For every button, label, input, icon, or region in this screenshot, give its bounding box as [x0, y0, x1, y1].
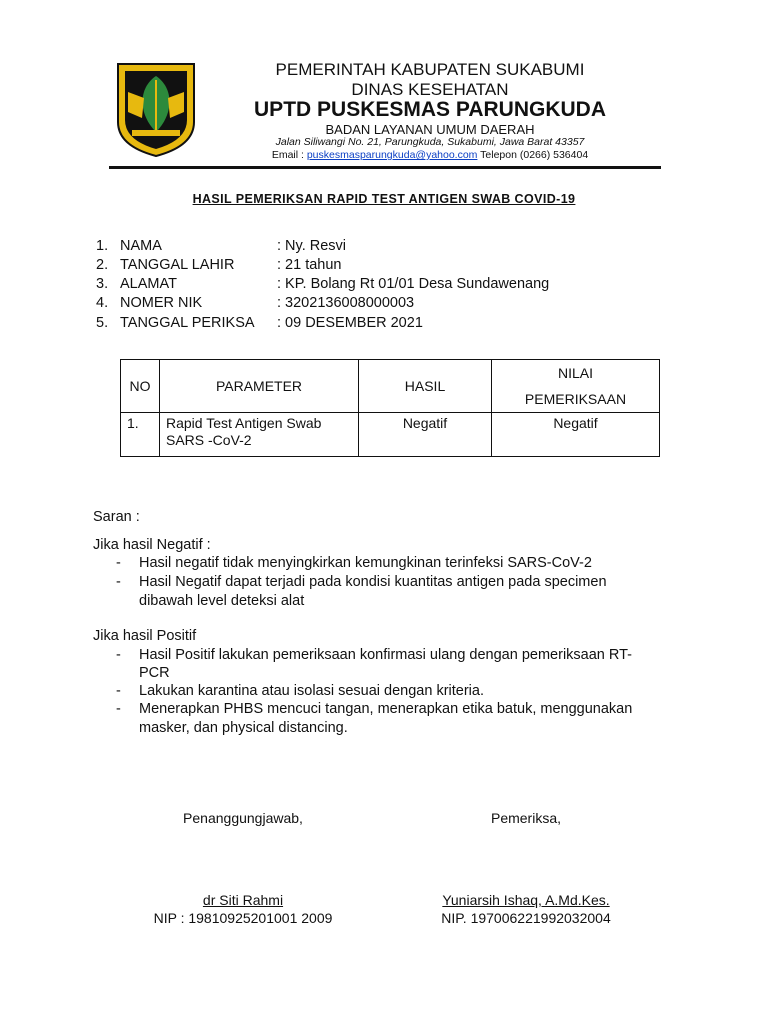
cell-parameter-line1: Rapid Test Antigen Swab: [166, 415, 322, 431]
info-label-nik: NOMER NIK: [120, 295, 203, 311]
info-label-nama: NAMA: [120, 238, 162, 254]
header-contact: [210, 149, 650, 161]
info-value-alamat: : KP. Bolang Rt 01/01 Desa Sundawenang: [277, 276, 550, 292]
header-government: PEMERINTAH KABUPATEN SUKABUMI: [275, 60, 585, 79]
info-value-nik: : 3202136008000003: [277, 295, 415, 311]
info-number: 5.: [96, 315, 109, 331]
header-hasil: HASIL: [359, 360, 492, 413]
list-item: Lakukan karantina atau isolasi sesuai dengan kriteria.: [139, 683, 484, 699]
signatory-role-right: Pemeriksa,: [490, 810, 562, 826]
header-nilai-line1: NILAI: [557, 365, 593, 381]
header-institution: UPTD PUSKESMAS PARUNGKUDA: [254, 98, 606, 121]
list-dash: -: [116, 647, 121, 663]
header-nilai: [492, 360, 660, 413]
info-number: 4.: [96, 295, 109, 311]
header-parameter: PARAMETER: [160, 360, 359, 413]
list-dash: -: [116, 555, 121, 571]
cell-parameter: [160, 413, 359, 457]
header-divider: [109, 166, 661, 169]
cell-parameter-line2: SARS -CoV-2: [166, 432, 252, 448]
signatory-nip-right: NIP. 197006221992032004: [441, 910, 611, 926]
cell-hasil: Negatif: [359, 413, 492, 457]
info-value-tanggal-lahir: : 21 tahun: [277, 257, 342, 273]
negatif-heading: Jika hasil Negatif :: [93, 537, 211, 553]
info-value-tanggal-periksa: : 09 DESEMBER 2021: [277, 315, 423, 331]
info-label-tanggal-lahir: TANGGAL LAHIR: [120, 257, 235, 273]
signatory-role-left: Penanggungjawab,: [183, 810, 303, 826]
header-nilai-line2: PEMERIKSAAN: [524, 391, 627, 407]
signatory-name-left: dr Siti Rahmi: [202, 892, 284, 908]
header-subtitle: BADAN LAYANAN UMUM DAERAH: [325, 122, 535, 137]
signatory-nip-left: NIP : 19810925201001 2009: [153, 910, 333, 926]
email-link[interactable]: puskesmasparungkuda@yahoo.com: [306, 149, 478, 161]
results-table: [120, 359, 660, 457]
saran-heading: Saran :: [93, 509, 140, 525]
email-label: Email :: [271, 149, 307, 161]
list-dash: -: [116, 701, 121, 717]
list-item-continuation: PCR: [139, 665, 170, 681]
header-department: DINAS KESEHATAN: [351, 80, 509, 99]
info-label-alamat: ALAMAT: [120, 276, 177, 292]
info-number: 1.: [96, 238, 109, 254]
list-dash: -: [116, 574, 121, 590]
table-header-row: [121, 360, 660, 413]
list-item: Hasil negatif tidak menyingkirkan kemungkinan terinfeksi SARS-CoV-2: [139, 555, 592, 571]
table-row: [121, 413, 660, 457]
info-label-tanggal-periksa: TANGGAL PERIKSA: [120, 315, 255, 331]
document-title: HASIL PEMERIKSAN RAPID TEST ANTIGEN SWAB COVID-19: [192, 192, 576, 206]
header-no: NO: [121, 360, 160, 413]
signatory-name-right: Yuniarsih Ishaq, A.Md.Kes.: [442, 892, 610, 908]
list-item: Hasil Positif lakukan pemeriksaan konfirmasi ulang dengan pemeriksaan RT-: [139, 647, 632, 663]
kabupaten-sukabumi-crest-icon: [116, 62, 196, 158]
list-item-continuation: masker, dan physical distancing.: [139, 720, 348, 736]
positif-heading: Jika hasil Positif: [93, 628, 197, 644]
list-item: Hasil Negatif dapat terjadi pada kondisi kuantitas antigen pada specimen: [139, 574, 607, 590]
phone-text: Telepon (0266) 536404: [477, 149, 589, 161]
info-number: 2.: [96, 257, 109, 273]
list-dash: -: [116, 683, 121, 699]
info-number: 3.: [96, 276, 109, 292]
info-value-nama: : Ny. Resvi: [277, 238, 347, 254]
cell-nilai: Negatif: [492, 413, 660, 457]
list-item-continuation: dibawah level deteksi alat: [139, 593, 305, 609]
header-address: Jalan Siliwangi No. 21, Parungkuda, Sukabumi, Jawa Barat 43357: [275, 136, 585, 148]
list-item: Menerapkan PHBS mencuci tangan, menerapkan etika batuk, menggunakan: [139, 701, 633, 717]
cell-no: 1.: [121, 413, 160, 457]
